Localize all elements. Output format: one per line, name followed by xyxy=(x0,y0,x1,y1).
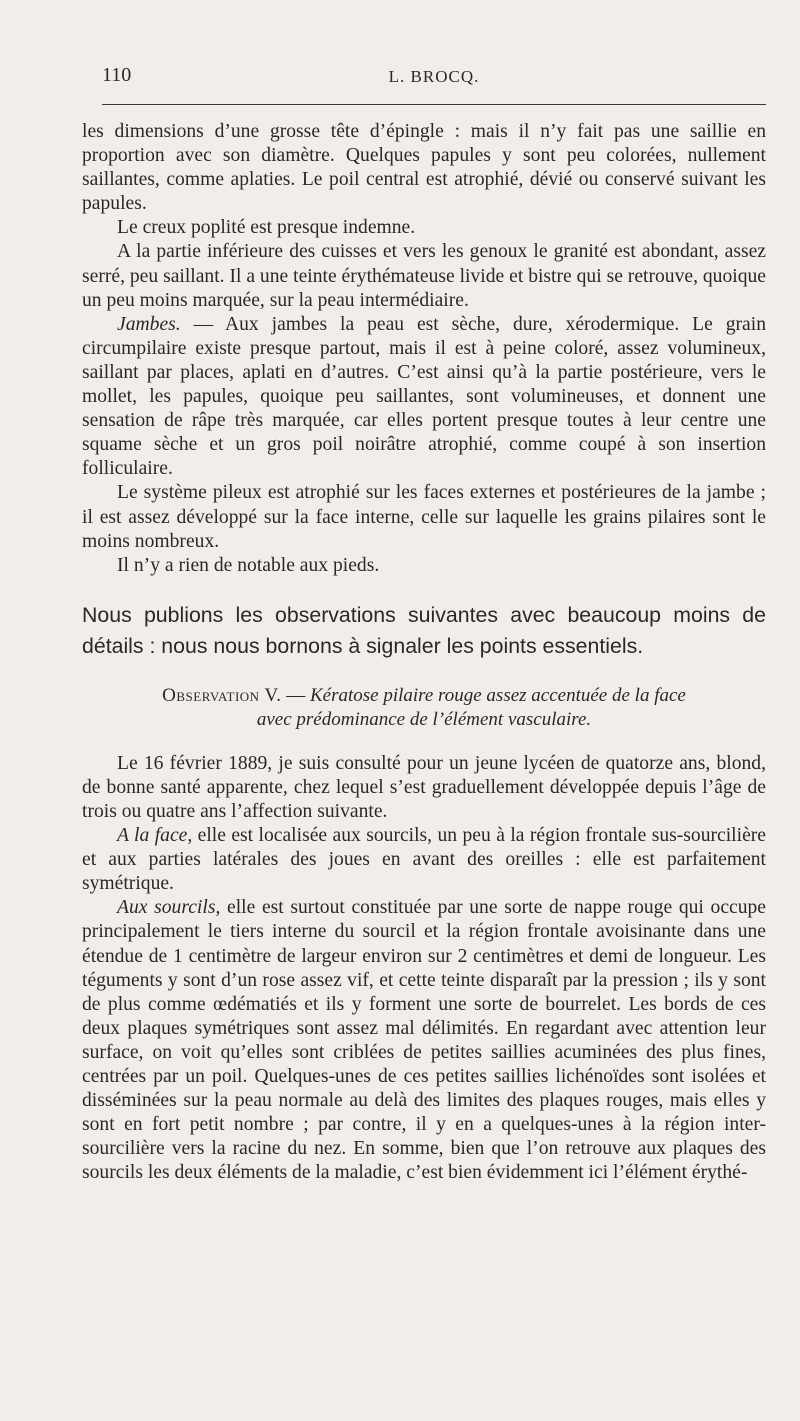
paragraph-case-intro: Le 16 février 1889, je suis consulté pour un jeune lycéen de quatorze ans, blond, de bonne santé apparente, chez lequel s’est graduellement développée depuis l’âge de trois ou quatre ans l’affection suivante. xyxy=(82,752,766,822)
announcement-paragraph: Nous publions les observations suivantes avec beaucoup moins de détails : nous nous bornons à signaler les points essentiels. xyxy=(82,602,766,658)
observation-label: Observation V. xyxy=(162,684,282,706)
legs-text: — Aux jambes la peau est sèche, dure, xérodermique. Le grain circumpilaire existe presque partout, mais il est à peine coloré, assez volumineux, saillant par places, aplati en d’autres. C’est ainsi qu’à la partie postérieure, vers le mollet, les papules, quoique peu saillantes, sont volumineuses, et donnent une sensation de râpe très marquée, car elles portent presque toutes à leur centre une squame sèche et un gros poil noirâtre atrophié, comme coupé à son insertion folliculaire. xyxy=(82,313,766,480)
running-author: L. BROCQ. xyxy=(388,67,480,86)
observation-title-line1: Kératose pilaire rouge assez accentuée de la face xyxy=(309,684,686,706)
header-rule xyxy=(102,104,766,105)
running-header xyxy=(102,64,766,90)
paragraph-feet: Il n’y a rien de notable aux pieds. xyxy=(117,554,380,576)
paragraph-thighs: A la partie inférieure des cuisses et vers les genoux le granité est abondant, assez serré, peu saillant. Il a une teinte érythémateuse livide et bistre qui se retrouve, quoique un peu moins marquée, sur la peau intermédiaire. xyxy=(82,241,766,311)
observation-dash: — xyxy=(281,684,310,706)
face-label: A la face, xyxy=(117,825,193,847)
page-number: 110 xyxy=(102,64,132,86)
observation-title-line2: avec prédominance de l’élément vasculaire. xyxy=(256,708,592,730)
paragraph-eyebrows xyxy=(82,896,766,1185)
legs-label: Jambes. xyxy=(117,313,181,335)
eyebrows-text: elle est surtout constituée par une sorte de nappe rouge qui occupe principalement le tiers interne du sourcil et la région frontale avoisinante dans une étendue de 1 centimètre de largeur environ sur 2 centimètres et demi de longueur. Les téguments y sont d’un rose assez vif, et cette teinte disparaît par la pression ; ils y sont de plus comme œdématiés et ils y forment une sorte de bourrelet. Les bords de ces deux plaques symétriques sont assez mal délimités. En regardant avec attention leur surface, on voit qu’elles sont criblées de petites saillies acuminées des plus fines, centrées par un poil. Quelques-unes de ces petites saillies lichénoïdes sont isolées et disséminées sur la peau normale au delà des limites des plaques rouges, mais elles y sont en fort petit nombre ; par contre, il y en a quelques-unes à la région inter-sourcilière vers la racine du nez. En somme, bien que l’on retrouve aux plaques des sourcils les deux éléments de la maladie, c’est bien évidemment ici l’élément érythé- xyxy=(82,897,766,1184)
paragraph-continuation: les dimensions d’une grosse tête d’épingle : mais il n’y fait pas une saillie en proportion avec son diamètre. Quelques papules y sont peu colorées, nullement saillantes, comme aplaties. Le poil central est atrophié, dévié ou conservé suivant les papules. xyxy=(82,121,766,215)
paragraph-legs xyxy=(82,313,766,482)
observation-heading xyxy=(82,684,766,732)
face-text: elle est localisée aux sourcils, un peu à la région frontale sus-sourcilière et aux parties latérales des joues en avant des oreilles : elle est parfaitement symétrique. xyxy=(82,825,766,895)
spacer xyxy=(82,732,766,752)
paragraph-popliteal: Le creux poplité est presque indemne. xyxy=(117,217,416,239)
body-text xyxy=(82,120,766,1185)
paragraph-face xyxy=(82,824,766,896)
paragraph-hair-system: Le système pileux est atrophié sur les faces externes et postérieures de la jambe ; il est assez développé sur la face interne, celle sur laquelle les grains pilaires sont le moins nombreux. xyxy=(82,482,766,552)
eyebrows-label: Aux sourcils, xyxy=(117,897,221,919)
